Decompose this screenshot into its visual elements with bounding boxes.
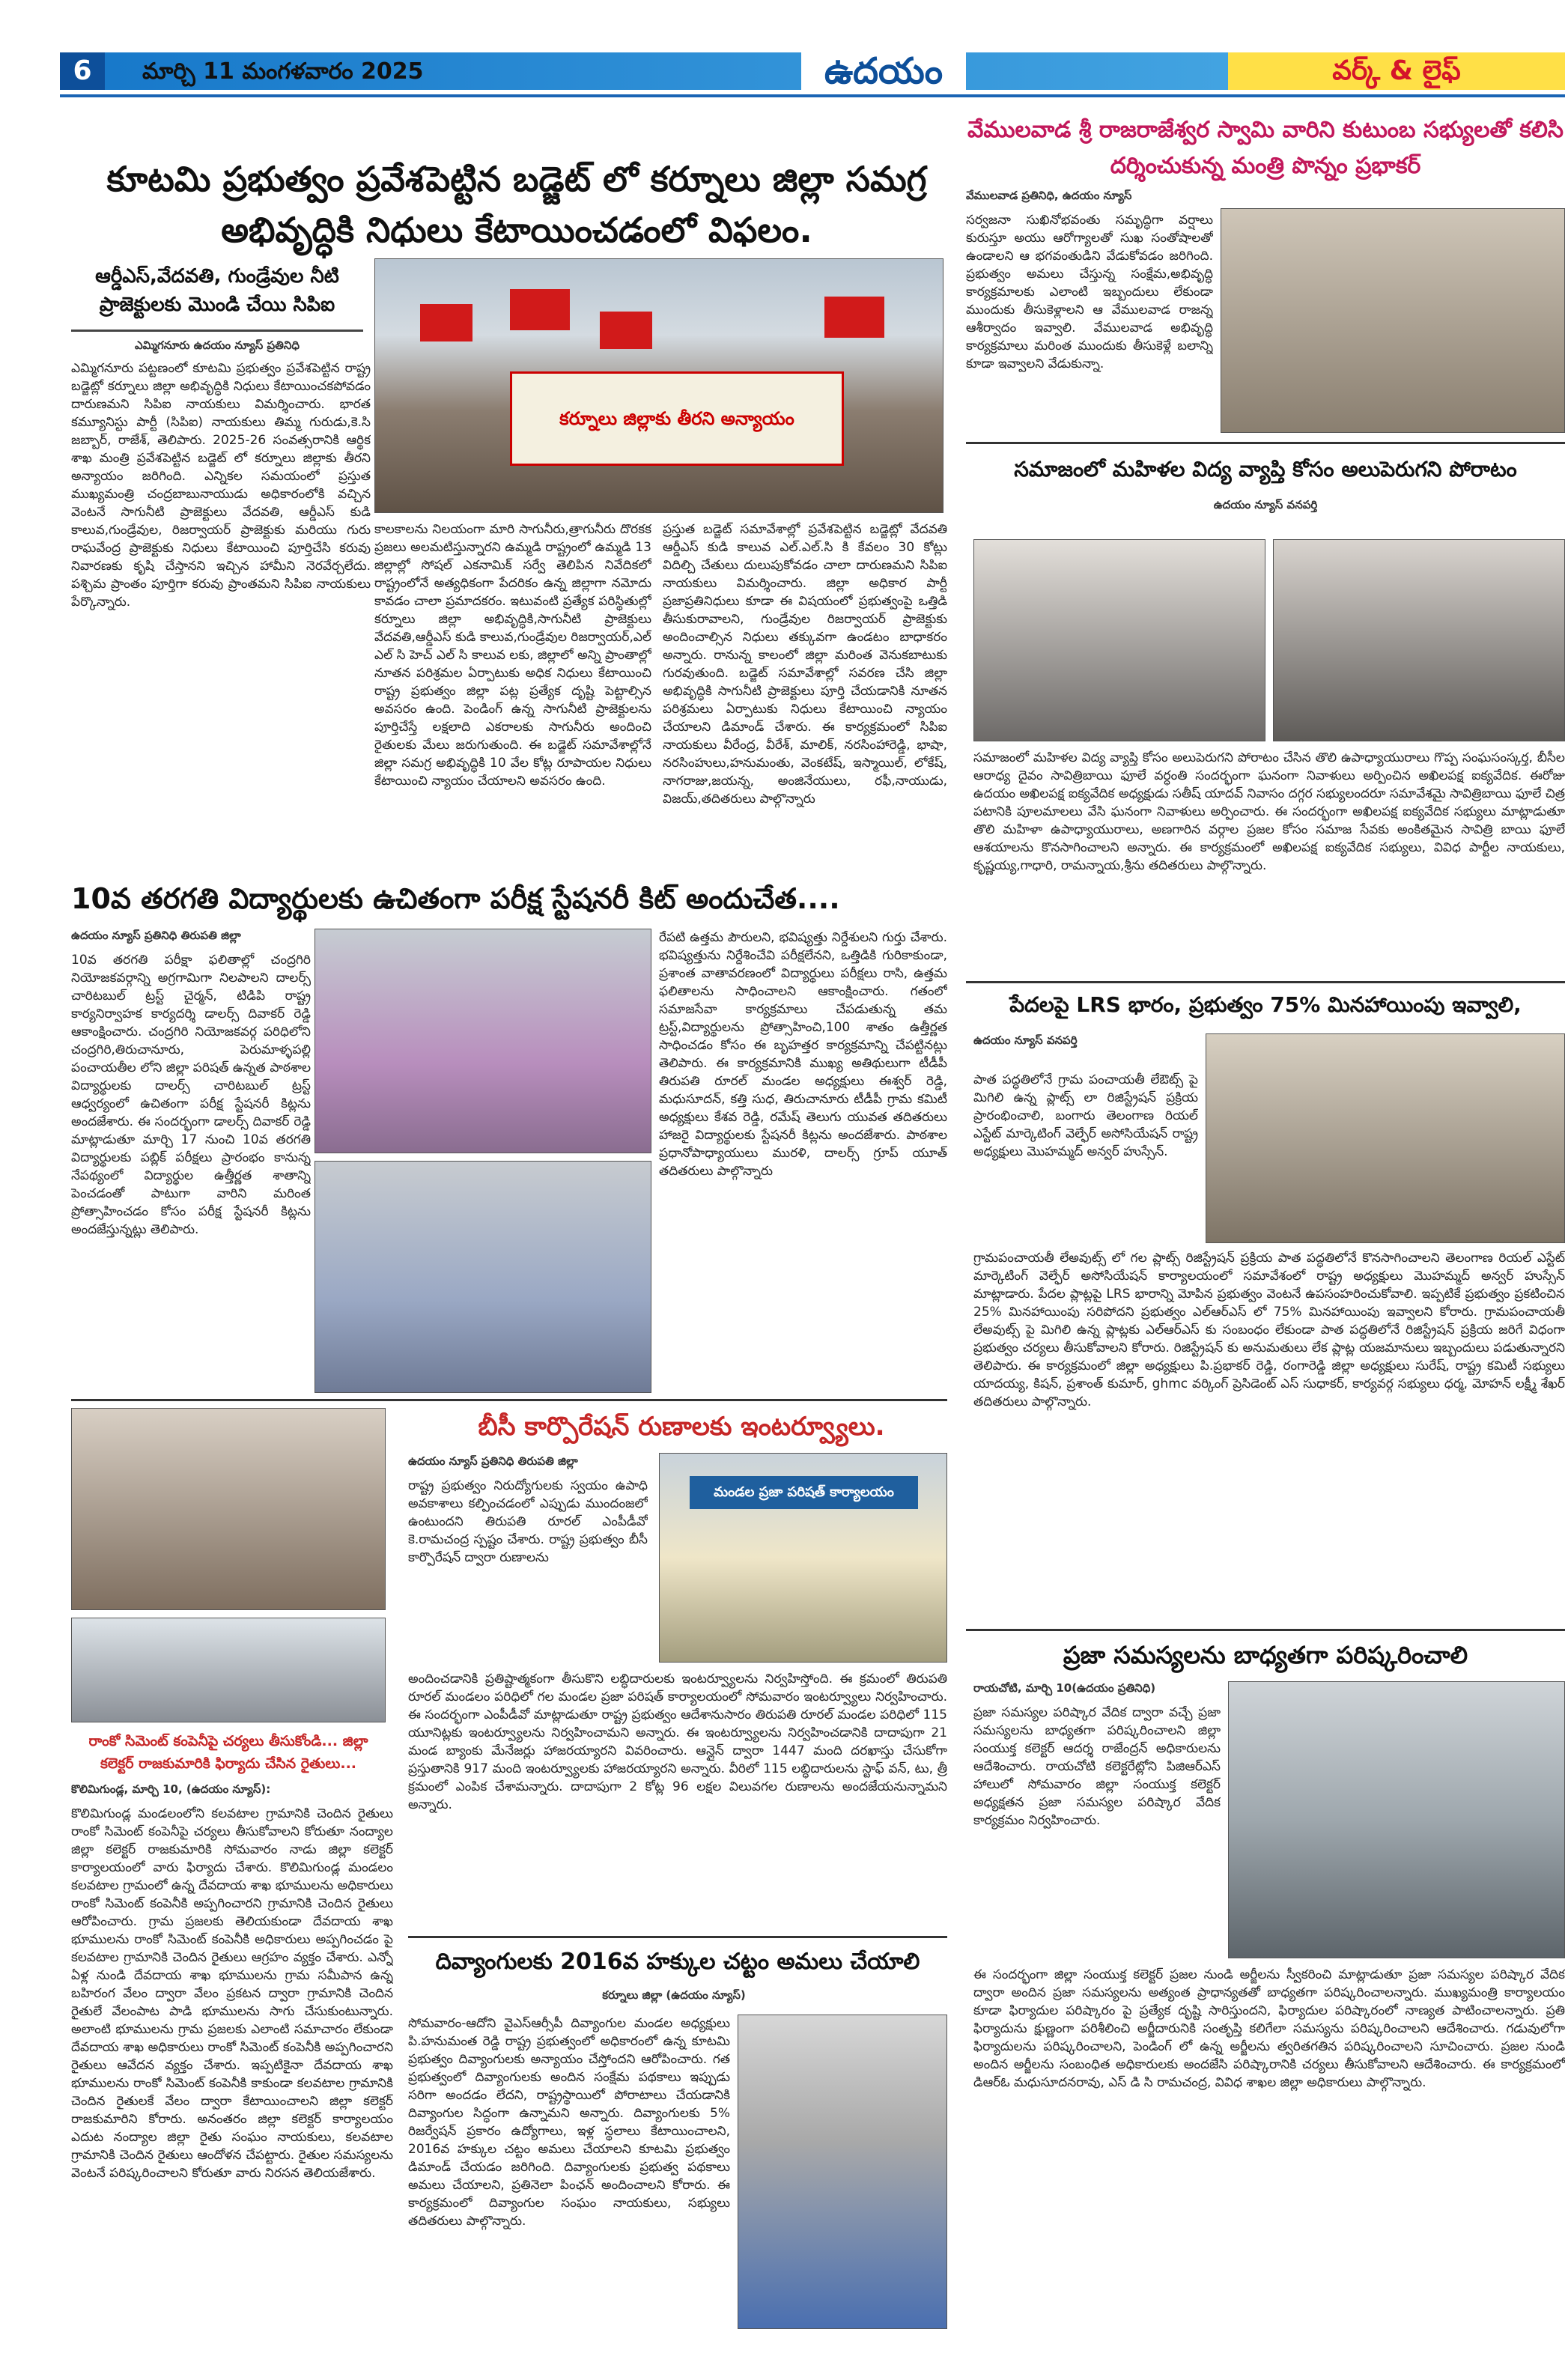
article-3-photo-1: [973, 539, 1265, 741]
article-9-byline: రాయచోటి, మార్చి 10(ఉదయం ప్రతినిధి): [973, 1681, 1156, 1695]
article-6-byline: ఉదయం న్యూస్ ప్రతినిధి తిరుపతి జిల్లా: [408, 1454, 578, 1468]
article-3-body: సమాజంలో మహిళల విద్య వ్యాప్తి కోసం అలుపెరుగని పోరాటం చేసిన తొలి ఉపాధ్యాయురాలు గొప్ప సంఘసంస్కర్త, బీసీల ఆరాధ్య దైవం సావిత్రిబాయి ఫూలే వర్ధంతి సందర్భంగా ఘనంగా నివాళులు అర్పించిన అఖిలపక్ష ఐక్యవేదిక. ఈరోజు ఉదయం అఖిలపక్ష ఐక్యవేదిక అధ్యక్షుడు సతీష్ యాదవ్ నివాసం దగ్గర సభ్యులందరూ సమావేశమై సావిత్రిబాయి ఫూలే చిత్ర పటానికి పూలమాలలు వేసి ఘనంగా నివాళులు అర్పించారు. ఈ సందర్భంగా అఖిలపక్ష ఐక్యవేదిక సభ్యులు మాట్లాడుతూ తొలి మహిళా ఉపాధ్యాయురాలు, అణగారిన వర్గాల ప్రజల కోసం సమాజ సేవకు అంకితమైన సావిత్రి బాయి ఫూలే ఆశయాలను కొనసాగించాలని అన్నారు. ఈ కార్యక్రమంలో అఖిలపక్ష ఐక్యవేదిక సభ్యులు, వివిధ పార్టీల నాయకులు, కృష్ణయ్య,గాధారి, రామన్నాయ,శ్రీను తదితరులు పాల్గొన్నారు.: [973, 750, 1565, 873]
article-9-col1: ప్రజా సమస్యల పరిష్కార వేదిక ద్వారా వచ్చే ప్రజా సమస్యలను బాధ్యతగా పరిష్కరించాలని జిల్లా సంయుక్త కలెక్టర్ ఆదర్శ రాజేంద్రన్ అధికారులను ఆదేశించారు. రాయచోటి కలెక్టరేట్లోని పిజిఆర్ఎస్ హాలులో సోమవారం జిల్లా సంయుక్త కలెక్టర్ అధ్యక్షతన ప్రజా సమస్యల పరిష్కార వేదిక కార్యక్రమం నిర్వహించారు.: [973, 1705, 1221, 1828]
article-1-protest-photo: [374, 258, 943, 513]
header-date: మార్చి 11 మంగళవారం 2025: [142, 58, 424, 85]
section-label: వర్క్ & లైఫ్: [1228, 52, 1565, 90]
article-2-rule: [966, 442, 1565, 444]
red-flag-icon: [824, 297, 884, 338]
article-4-rule: [966, 1629, 1565, 1631]
article-7-photo-1: [71, 1408, 386, 1610]
article-6-col1: రాష్ట్ర ప్రభుత్వం నిరుద్యోగులకు స్వయం ఉపాధి అవకాశాలు కల్పించడంలో ఎప్పుడు ముందంజలో ఉంటుందని తిరుపతి రూరల్ ఎంపీడీవో కె.రామచంద్ర స్పష్టం చేశారు. రాష్ట్ర ప్రభుత్వం బీసీ కార్పొరేషన్ ద్వారా రుణాలను: [408, 1478, 648, 1565]
masthead-logo-box: [801, 46, 966, 96]
article-6-headline: బీసీ కార్పొరేషన్ రుణాలకు ఇంటర్వ్యూలు.: [478, 1412, 885, 1442]
article-8-body: సోమవారం-ఆదోని వైఎస్ఆర్సీపీ దివ్యాంగుల మండల అధ్యక్షులు పి.హనుమంత రెడ్డి రాష్ట్ర ప్రభుత్వంలో అధికారంలో ఉన్న కూటమి ప్రభుత్వం దివ్యాంగులకు అన్యాయం చేస్తోందని ఆరోపించారు. గత ప్రభుత్వంలో దివ్యాంగులకు అందిన సంక్షేమ పథకాలు ఇప్పుడు సరిగా అందడం లేదని, రాష్ట్రస్థాయిలో పోరాటాలు చేయడానికి దివ్యాంగుల సిద్ధంగా ఉన్నామని అన్నారు. దివ్యాంగులకు 5% రిజర్వేషన్ ప్రకారం ఉద్యోగాలు, ఇళ్ల స్థలాలు కేటాయించాలని, 2016వ హక్కుల చట్టం అమలు చేయాలని కూటమి ప్రభుత్వం డిమాండ్ చేయడం జరిగింది. దివ్యాంగులకు ప్రభుత్వ పథకాలు అమలు చేయాలని, ప్రతినెలా పింఛన్ అందించాలని కోరారు. ఈ కార్యక్రమంలో దివ్యాంగుల సంఘం నాయకులు, సభ్యులు తదితరులు పాల్గొన్నారు.: [408, 2016, 730, 2229]
office-sign-text: మండల ప్రజా పరిషత్ కార్యాలయం: [714, 1484, 894, 1500]
article-4-meeting-photo: [1206, 1033, 1565, 1243]
article-1-subhead: ఆర్డీఎస్,వేదవతి, గుండ్రేవుల నీటి ప్రాజెక్టులకు మొండి చేయి సిపిఐ: [95, 265, 339, 316]
masthead-logo: ఉదయం: [824, 50, 943, 92]
article-2-headline: వేములవాడ శ్రీ రాజరాజేశ్వర స్వామి వారిని కుటుంబ సభ్యులతో కలిసి దర్శించుకున్న మంత్రి పొన్నం ప్రభాకర్: [967, 117, 1564, 179]
article-9-body: ఈ సందర్భంగా జిల్లా సంయుక్త కలెక్టర్ ప్రజల నుండి అర్జీలను స్వీకరించి మాట్లాడుతూ ప్రజా సమస్యల పరిష్కార వేదిక ద్వారా అందిన ప్రజా సమస్యలను అత్యంత ప్రాధాన్యతతో బాధ్యతగా పరిష్కరించాలన్నారు. ముఖ్యమంత్రి కార్యాలయం కూడా ఫిర్యాదుల పరిష్కారం పై ప్రత్యేక దృష్టి సారిస్తుందని, ఫిర్యాదుల పరిష్కారంలో నాణ్యత పాటించాలన్నారు. ప్రతి ఫిర్యాదును క్షుణ్ణంగా పరిశీలించి అర్జీదారునికి సంతృప్తి కలిగేలా సమస్యను పరిష్కరించాలని ఆదేశించారు. గడువులోగా ఫిర్యాదులను పరిష్కరించాలని, పెండింగ్ లో ఉన్న అర్జీలను త్వరితగతిన పరిష్కరించాలని సూచించారు. ప్రజల నుండి అందిన అర్జీలను సంబంధిత అధికారులకు అందజేసి పరిష్కారానికి చర్యలు తీసుకోవాలని ఆదేశించారు. ఈ కార్యక్రమంలో డిఆర్ఓ మధుసూదనరావు, ఎస్ డి సి రామచంద్ర, వివిధ శాఖల జిల్లా అధికారులు పాల్గొన్నారు.: [973, 1967, 1565, 2090]
article-1-col2: కాలకాలను నిలయంగా మారి సాగునీరు,త్రాగునీరు దొరకక ప్రజలు అలమటిస్తున్నారని ఉమ్మడి రాష్ట్రంలో ఉమ్మడి 13 జిల్లాల్లో సోషల్ ఎకనామిక్ సర్వే తెలిపిన నివేదికలో రాష్ట్రంలోనే అత్యధికంగా పేదరికం ఉన్న జిల్లాగా నమోదు కావడం చాలా ప్రమాదకరం. ఇటువంటి ప్రత్యేక పరిస్థితుల్లో కర్నూలు జిల్లా అభివృద్ధికి,సాగునీటి ప్రాజెక్టులు వేదవతి,ఆర్డీఎస్ కుడి కాలువ,గుండ్రేవుల రిజర్వాయర్,ఎల్ ఎల్ సి హెచ్ ఎల్ సి కాలువ లకు, జిల్లాలో అన్ని ప్రాంతాల్లో నూతన పరిశ్రమల ఏర్పాటుకు అధిక నిధులు కేటాయించి రాష్ట్ర ప్రభుత్వం జిల్లా పట్ల ప్రత్యేక దృష్టి పెట్టాల్సిన అవసరం ఉంది. పెండింగ్ ఉన్న సాగునీటి ప్రాజెక్టులను పూర్తిచేస్తే లక్షలాది ఎకరాలకు సాగునీరు అందించి రైతులకు మేలు జరుగుతుంది. ఈ బడ్జెట్ సమావేశాల్లోనే జిల్లా సమగ్ర అభివృద్ధికి 10 వేల కోట్ల రూపాయల నిధులు కేటాయించి న్యాయం చేయాలని అవసరం ఉంది.: [374, 522, 651, 789]
page-number: 6: [73, 55, 92, 86]
article-5-rule: [71, 1399, 947, 1401]
article-8-headline: దివ్యాంగులకు 2016వ హక్కుల చట్టం అమలు చేయాలి: [435, 1949, 920, 1975]
header-rule: [60, 94, 1565, 97]
article-2-body: సర్వజనా సుఖినోభవంతు సమృద్ధిగా వర్షాలు కురుస్తూ అయు ఆరోగ్యాలతో సుఖ సంతోషాలతో ఉండాలని ఆ భగవంతుడిని వేడుకోవడం జరిగింది. ప్రభుత్వం అమలు చేస్తున్న సంక్షేమ,అభివృద్ధి కార్యక్రమాలకు ఎలాంటి ఇబ్బందులు లేకుండా ముందుకు తీసుకెళ్లాలని ఆ వేములవాడ రాజన్న ఆశీర్వాదం ఇవ్వాలి. వేములవాడ అభివృద్ధి కార్యక్రమాలు మరింత ముందుకు తీసుకెళ్లే బలాన్ని కూడా ఇవ్వాలని వేడుకున్నా.: [966, 213, 1213, 371]
article-2-temple-photo: [1221, 208, 1565, 433]
protest-banner-text: కర్నూలు జిల్లాకు తీరని అన్యాయం: [559, 408, 794, 429]
article-6-rule: [408, 1936, 947, 1938]
article-3-rule: [966, 981, 1565, 983]
article-7-byline: కొలిమిగుండ్ల, మార్చి 10, (ఉదయం న్యూస్):: [71, 1782, 271, 1796]
article-1-byline: ఎమ్మిగనూరు ఉదయం న్యూస్ ప్రతినిధి: [134, 338, 300, 352]
article-1-col1: ఎమ్మిగనూరు పట్టణంలో కూటమి ప్రభుత్వం ప్రవేశపెట్టిన రాష్ట్ర బడ్జెట్లో కర్నూలు జిల్లా అభివృద్ధికి నిధులు కేటాయించకపోవడం దారుణమని సిపిఐ నాయకులు విమర్శించారు. భారత కమ్యూనిస్టు పార్టీ (సిపిఐ) నాయకులు తిమ్మ గురుడు,కె.సి జబ్బార్, రాజేశ్, తెలిపారు. 2025-26 సంవత్సరానికి ఆర్థిక శాఖ మంత్రి ప్రవేశపెట్టిన బడ్జెట్ లో కర్నూలు జిల్లాకు తీరని అన్యాయం జరిగింది. ఎన్నికల సమయంలో ప్రస్తుత ముఖ్యమంత్రి చంద్రబాబునాయుడు అధికారంలోకి వచ్చిన వెంటనే సాగునీటి ప్రాజెక్టులు వేదవతి, ఆర్డీఎస్ కుడి కాలువ,గుండ్రేవుల, రిజర్వాయర్ ప్రాజెక్టుకు మరియు గురు రాఘవేంద్ర ప్రాజెక్టుకు నిధులు కేటాయించి పూర్తిచేసి కరువు నివారణకు కృషి చేస్తానని ఇచ్చిన హామీని నెరవేర్చలేదు. పశ్చిమ ప్రాంతం పూర్తిగా కరువు ప్రాంతమని సిపిఐ నాయకులు పేర్కొన్నారు.: [71, 361, 371, 610]
article-8-portrait-photo: [738, 2015, 947, 2329]
article-4-col1: పాత పద్ధతిలోనే గ్రామ పంచాయతీ లేఔట్స్ పై మిగిలి ఉన్న ప్లాట్స్ లా రిజిస్ట్రేషన్ ప్రక్రియ ప్రారంభించాలి, బంగారు తెలంగాణ రియల్ ఎస్టేట్ మార్కెటింగ్ వెల్ఫేర్ అసోసియేషన్ రాష్ట్ర అధ్యక్షులు మొహమ్మద్ అన్వర్ హుస్సేన్.: [973, 1072, 1198, 1159]
article-1-headline: కూటమి ప్రభుత్వం ప్రవేశపెట్టిన బడ్జెట్ లో కర్నూలు జిల్లా సమగ్ర అభివృద్ధికి నిధులు కేటాయించడంలో విఫలం.: [106, 159, 927, 250]
article-5-byline: ఉదయం న్యూస్ ప్రతినిధి తిరుపతి జిల్లా: [71, 929, 241, 942]
red-flag-icon: [510, 289, 570, 330]
article-3-byline: ఉదయం న్యూస్ వనపర్తి: [1213, 498, 1318, 511]
article-8-byline: కర్నూలు జిల్లా (ఉదయం న్యూస్): [602, 1988, 746, 2002]
protest-banner: [510, 371, 844, 466]
article-5-col1: 10వ తరగతి పరీక్షా ఫలితాల్లో చంద్రగిరి నియోజకవర్గాన్ని అగ్రగామిగా నిలపాలని దాలర్స్ చారిటబుల్ ట్రస్ట్ చైర్మన్, టిడిపి రాష్ట్ర కార్యనిర్వాహక కార్యదర్శి డాలర్స్ దివాకర్ రెడ్డి ఆకాంక్షించారు. చంద్రగిరి నియోజకవర్గ పరిధిలోని చంద్రగిరి,తిరుచానూరు, పెరుమాళ్ళపల్లి పంచాయతీల లోని జిల్లా పరిషత్ ఉన్నత పాఠశాల విద్యార్థులకు దాలర్స్ చారిటబుల్ ట్రస్ట్ ఆధ్వర్యంలో ఉచితంగా పరీక్ష స్టేషనరీ కిట్లను అందజేశారు. ఈ సందర్భంగా డాలర్స్ దివాకర్ రెడ్డి మాట్లాడుతూ మార్చి 17 నుంచి 10వ తరగతి విద్యార్థులకు పబ్లిక్ పరీక్షలు ప్రారంభం కానున్న నేపథ్యంలో విద్యార్థుల ఉత్తీర్ణత శాతాన్ని పెంచడంతో పాటుగా వారిని మరింత ప్రోత్సాహించడం కోసం పరీక్ష స్టేషనరీ కిట్లను అందజేస్తున్నట్లు తెలిపారు.: [71, 953, 311, 1237]
office-sign: [690, 1476, 918, 1509]
red-flag-icon: [420, 304, 472, 341]
article-5-students-photo-1: [314, 929, 651, 1153]
red-flag-icon: [600, 312, 652, 349]
page-number-box: [60, 52, 105, 90]
article-3-headline: సమాజంలో మహిళల విద్య వ్యాప్తి కోసం అలుపెరుగని పోరాటం: [1014, 457, 1517, 482]
article-4-body: గ్రామపంచాయతీ లేఅవుట్స్ లో గల ప్లాట్స్ రిజిస్ట్రేషన్ ప్రక్రియ పాత పద్ధతిలోనే కొనసాగించాలని తెలంగాణ రియల్ ఎస్టేట్ మార్కెటింగ్ వెల్ఫేర్ అసోసియేషన్ కార్యాలయంలో సమావేశంలో రాష్ట్ర అధ్యక్షులు మొహమ్మద్ అన్వర్ హుస్సేన్ మాట్లాడారు. పేదల ప్లాట్లపై LRS భారాన్ని మోపిన ప్రభుత్వం వెంటనే ఉపసంహరించుకోవాలి. ఇప్పటికే ప్రభుత్వం ప్రకటించిన 25% మినహాయింపు సరిపోదని ప్రభుత్వం ఎల్ఆర్ఎస్ లో 75% మినహాయింపు ఇవ్వాలని కోరారు. గ్రామపంచాయతీ లేఅవుట్స్ పై మిగిలి ఉన్న ప్లాట్లకు ఎల్ఆర్ఎస్ కు సంబంధం లేకుండా పాత పద్ధతిలోనే రిజిస్ట్రేషన్ ప్రక్రియ జరిగే విధంగా ప్రభుత్వం చర్యలు తీసుకోవాలని కోరారు. రిజిస్ట్రేషన్ కు అనుమతులు లేక ప్లాట్ల యజమానులు ఇబ్బందులు పడుతున్నారని తెలిపారు. ఈ కార్యక్రమంలో జిల్లా అధ్యక్షులు పి.ప్రభాకర్ రెడ్డి, రంగారెడ్డి జిల్లా అధ్యక్షులు సురేష్, రాష్ట్ర కమిటీ సభ్యులు యాదయ్య, కిషన్, ప్రశాంత్ కుమార్, ghmc వర్కింగ్ ప్రెసిడెంట్ ఎస్ సుధాకర్, కార్యవర్గ సభ్యులు ధర్మ, మోహన్ లక్ష్మీ శేఖర్ తదితరులు పాల్గొన్నారు.: [973, 1251, 1565, 1409]
article-4-byline: ఉదయం న్యూస్ వనపర్తి: [973, 1033, 1078, 1047]
article-6-body: అందించడానికి ప్రతిష్టాత్మకంగా తీసుకొని లబ్ధిదారులకు ఇంటర్వ్యూలను నిర్వహిస్తోంది. ఈ క్రమంలో తిరుపతి రూరల్ మండలం పరిధిలో గల మండల ప్రజా పరిషత్ కార్యాలయంలో సోమవారం ఇంటర్వ్యూలు నిర్వహించారు. ఈ సందర్భంగా ఎంపీడీవో మాట్లాడుతూ రాష్ట్ర ప్రభుత్వం ఆదేశానుసారం తిరుపతి రూరల్ మండల పరిధిలో 115 యూనిట్లకు ఇంటర్వ్యూలను నిర్వహించామని అన్నారు. ఈ ఇంటర్వ్యూలను నిర్వహించడానికి దాదాపుగా 21 మండ బ్యాంకు మేనేజర్లు హాజరయ్యారని వివరించారు. ఆన్లైన్ ద్వారా 1447 మంది దరఖాస్తు చేసుకోగా ప్రస్తుతానికి 917 మంది ఇంటర్వ్యూలకు హాజరయ్యారని అన్నారు. వీరిలో 115 లబ్ధిదారులను స్టాఫ్ వన్, టు, త్రీ క్రమంలో ఎంపిక చేశామన్నారు. దాదాపుగా 2 కోట్ల 96 లక్షల విలువగల రుణాలను అందజేయనున్నామని అన్నారు.: [408, 1672, 947, 1812]
article-1-col3: ప్రస్తుత బడ్జెట్ సమావేశాల్లో ప్రవేశపెట్టిన బడ్జెట్లో వేదవతి ఆర్డీఎస్ కుడి కాలువ ఎల్.ఎల్.సి కి కేవలం 30 కోట్లు విదిల్చి చేతులు దులుపుకోవడం చాలా దారుణమని సిపిఐ నాయకులు విమర్శించారు. జిల్లా అధికార పార్టీ ప్రజాప్రతినిధులు కూడా ఈ విషయంలో ప్రభుత్వంపై ఒత్తిడి తీసుకురావాలని, గుండ్రేవుల రిజర్వాయర్ ప్రాజెక్టుకు అందించాల్సిన నిధులు తక్కువగా ఉండటం బాధాకరం అన్నారు. రానున్న కాలంలో జిల్లా మరింత వెనుకబాటుకు గురవుతుంది. బడ్జెట్ సమావేశాల్లో సవరణ చేసి జిల్లా అభివృద్ధికి సాగునీటి ప్రాజెక్టులు పూర్తి చేయడానికి నూతన పరిశ్రమలు ఏర్పాటుకు నిధులు కేటాయించి న్యాయం చేయాలని డిమాండ్ చేశారు. ఈ కార్యక్రమంలో సిపిఐ నాయకులు వీరేంద్ర, వీరేశ్, మాలిక్, నరసింహారెడ్డి, భాషా, నరసింహులు,హనుమంతు, వెంకటేష్, ఇస్మాయిల్, లోకేష్, నాగరాజు,జయన్న, అంజినేయులు, రఫీ,నాయుడు, విజయ్,తదితరులు పాల్గొన్నారు: [663, 522, 947, 807]
article-5-headline: 10వ తరగతి విద్యార్థులకు ఉచితంగా పరీక్ష స్టేషనరీ కిట్ అందుచేత....: [71, 882, 840, 915]
article-9-collector-photo: [1228, 1681, 1565, 1958]
article-5-col2: రేపటి ఉత్తమ పౌరులని, భవిష్యత్తు నిర్దేశులని గుర్తు చేశారు. భవిష్యత్తును నిర్దేశించేవి పరీక్షలేనని, ఒత్తిడికి గురికాకుండా, ప్రశాంత వాతావరణంలో విద్యార్థులు పరీక్షలు రాసి, ఉత్తమ ఫలితాలను సాధించాలని ఆకాంక్షించారు. గతంలో సమాజసేవా కార్యక్రమాలు చేపడుతున్న తమ ట్రస్ట్,విద్యార్థులను ప్రోత్సాహించి,100 శాతం ఉత్తీర్ణత సాధించడం కోసం ఈ బృహత్తర కార్యక్రమాన్ని చేపట్టినట్లు తెలిపారు. ఈ కార్యక్రమానికి ముఖ్య అతిథులుగా టీడీపీ తిరుపతి రూరల్ మండల అధ్యక్షులు ఈశ్వర్ రెడ్డి, మధుసూదన్, కత్తి సుధ, తిరుచానూరు టీడీపీ గ్రామ కమిటీ అధ్యక్షులు కేశవ రెడ్డి, రమేష్ తెలుగు యువత తదితరులు హాజరై విద్యార్థులకు స్టేషనరీ కిట్లను అందజేశారు. పాఠశాల ప్రధానోపాధ్యాయులు మురళి, దాలర్స్ గ్రూప్ యూత్ తదితరులు పాల్గొన్నారు: [659, 930, 947, 1179]
article-7-body: కొలిమిగుండ్ల మండలంలోని కలవటాల గ్రామానికి చెందిన రైతులు రాంకో సిమెంట్ కంపెనీపై చర్యలు తీసుకోవాలని కోరుతూ నంద్యాల జిల్లా కలెక్టర్ రాజకుమారికి సోమవారం నాడు జిల్లా కలెక్టర్ కార్యాలయంలో వారు ఫిర్యాదు చేశారు. కొలిమిగుండ్ల మండలం కలవటాల గ్రామంలో ఉన్న దేవదాయ శాఖ భూములను అధికారులు రాంకో సిమెంట్ కంపెనీకి అప్పగించారని గ్రామానికి చెందిన రైతులు ఆరోపించారు. గ్రామ ప్రజలకు తెలియకుండా దేవదాయ శాఖ భూములను రాంకో సిమెంట్ కంపెనీకి అధికారులు అప్పగించడం పై కలవటాల గ్రామానికి చెందిన రైతులు ఆగ్రహం వ్యక్తం చేశారు. ఎన్నో ఏళ్ల నుండి దేవదాయ శాఖ భూములను గ్రామ సమీపాన ఉన్న బహిరంగ వేలం ద్వారా వేలం ప్రకటన ద్వారా గ్రామానికి చెందిన రైతులే వేలంపాట పాడి భూములను సాగు చేసుకుంటున్నారు. అలాంటి భూములను గ్రామ ప్రజలకు ఎలాంటి సమాచారం లేకుండా దేవదాయ శాఖ అధికారులు రాంకో సిమెంట్ కంపెనీకి అప్పగించారని రైతులు ఆవేదన వ్యక్తం చేశారు. ఇప్పటికైనా దేవదాయ శాఖ భూములను రాంకో సిమెంట్ కంపెనీకి కాకుండా కలవటాల గ్రామానికి చెందిన రైతులకే వేలం ద్వారా కేటాయించాలని జిల్లా కలెక్టర్ రాజకుమారిని కోరారు. అనంతరం జిల్లా కలెక్టర్ కార్యాలయం ఎదుట నంద్యాల జిల్లా రైతు సంఘం నాయకులు, కలవటాల గ్రామానికి చెందిన రైతులు ఆందోళన చేపట్టారు. రైతుల సమస్యలను వెంటనే పరిష్కరించాలని కోరుతూ వారు నిరసన తెలియజేశారు.: [71, 1806, 393, 2181]
article-6-office-photo: [659, 1453, 947, 1663]
article-2-byline: వేములవాడ ప్రతినిధి, ఉదయం న్యూస్: [966, 189, 1132, 202]
article-3-photo-2: [1273, 539, 1565, 741]
article-4-headline: పేదలపై LRS భారం, ప్రభుత్వం 75% మినహాయింపు ఇవ్వాలి,: [1009, 992, 1522, 1017]
article-1-subhead-rule: [71, 330, 363, 332]
article-7-photo-2: [71, 1618, 386, 1722]
article-7-caption: రాంకో సిమెంట్ కంపెనీపై చర్యలు తీసుకోండి... జిల్లా కలెక్టర్ రాజకుమారికి ఫిర్యాదు చేసిన రైతులు...: [88, 1733, 368, 1772]
article-5-students-photo-2: [314, 1161, 651, 1393]
article-9-headline: ప్రజా సమస్యలను బాధ్యతగా పరిష్కరించాలి: [1063, 1641, 1468, 1669]
